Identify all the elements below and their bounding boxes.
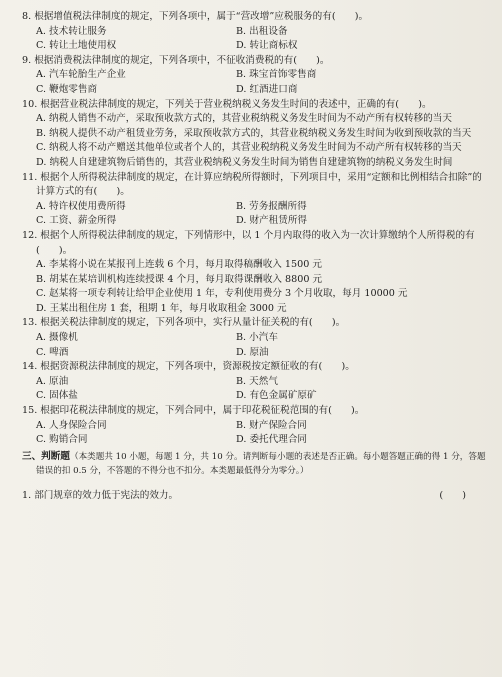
option-a[interactable]: A. 原油 <box>36 375 69 387</box>
question-10 <box>22 98 486 171</box>
option-b[interactable]: B. 小汽车 <box>236 332 278 344</box>
option-b[interactable]: B. 珠宝首饰零售商 <box>236 69 317 81</box>
question-stem: 11. 根据个人所得税法律制度的规定，在计算应纳税所得额时，下列项目中，采用“定额和比例相结合扣除”的计算方式的有( )。 <box>22 171 482 198</box>
option-d[interactable]: D. 原油 <box>236 346 269 358</box>
option-c[interactable]: C. 固体盐 <box>36 390 78 402</box>
option-b[interactable]: B. 天然气 <box>236 375 278 387</box>
judge-question-text: 1. 部门规章的效力低于宪法的效力。 <box>22 489 179 501</box>
question-8 <box>22 10 486 54</box>
option-b[interactable]: B. 劳务报酬所得 <box>236 200 307 212</box>
option-d[interactable]: D. 委托代理合同 <box>236 434 308 446</box>
option-c[interactable]: C. 工资、薪金所得 <box>36 215 117 227</box>
question-12 <box>22 229 486 317</box>
question-stem: 15. 根据印花税法律制度的规定，下列合同中，属于印花税征税范围的有( )。 <box>22 405 365 417</box>
option-b[interactable]: B. 出租设备 <box>236 25 288 37</box>
option-a[interactable]: A. 人身保险合同 <box>36 419 107 431</box>
question-stem: 9. 根据消费税法律制度的规定，下列各项中，不征收消费税的有( )。 <box>22 54 330 66</box>
option-a[interactable]: A. 摄像机 <box>36 332 78 344</box>
option-d[interactable]: D. 王某出租住房 1 套，租期 1 年，每月收取租金 3000 元 <box>36 302 287 314</box>
question-15 <box>22 404 486 448</box>
answer-parentheses[interactable]: ( ) <box>439 489 466 501</box>
option-d[interactable]: D. 有色金属矿原矿 <box>236 390 317 402</box>
option-grid <box>22 68 486 97</box>
option-a[interactable]: A. 汽车轮胎生产企业 <box>36 69 126 81</box>
option-a[interactable]: A. 李某将小说在某报刊上连载 6 个月，每月取得稿酬收入 1500 元 <box>36 259 322 271</box>
question-9 <box>22 54 486 98</box>
option-d[interactable]: D. 红酒进口商 <box>236 83 298 95</box>
question-stem: 13. 根据关税法律制度的规定，下列各项中，实行从量计征关税的有( )。 <box>22 317 346 329</box>
option-grid <box>22 419 486 448</box>
option-d[interactable]: D. 纳税人自建建筑物后销售的，其营业税纳税义务发生时间为销售自建建筑物的纳税义务发生时间 <box>36 156 453 168</box>
option-c[interactable]: C. 纳税人将不动产赠送其他单位或者个人的，其营业税纳税义务发生时间为不动产所有权转移的当天 <box>36 142 462 154</box>
option-d[interactable]: D. 转让商标权 <box>236 40 298 52</box>
question-11 <box>22 171 486 229</box>
option-grid <box>22 25 486 54</box>
section-instructions: （本类题共 10 小题，每题 1 分，共 10 分。请判断每小题的表述是否正确。每小题答题正确的得 1 分，答题错误的扣 0.5 分，不答题的不得分也不扣分。本类题最低得分为零分。） <box>36 451 486 477</box>
question-stem: 12. 根据个人所得税法律制度的规定，下列情形中，以 1 个月内取得的收入为一次计算缴纳个人所得税的有( )。 <box>22 229 475 256</box>
option-d[interactable]: D. 财产租赁所得 <box>236 215 308 227</box>
option-grid <box>22 331 486 360</box>
option-c[interactable]: C. 赵某将一项专利转让给甲企业使用 1 年，专利使用费分 3 个月收取，每月 10000 元 <box>36 288 408 300</box>
section-true-false-header <box>22 450 486 479</box>
option-a[interactable]: A. 纳税人销售不动产，采取预收款方式的，其营业税纳税义务发生时间为不动产所有权转移的当天 <box>36 113 452 125</box>
question-stem: 14. 根据资源税法律制度的规定，下列各项中，资源税按定额征收的有( )。 <box>22 361 355 373</box>
section-title: 三、判断题 <box>22 450 70 462</box>
question-stem: 10. 根据营业税法律制度的规定，下列关于营业税纳税义务发生时间的表述中，正确的有( )。 <box>22 98 432 110</box>
option-b[interactable]: B. 财产保险合同 <box>236 419 307 431</box>
option-a[interactable]: A. 技术转让服务 <box>36 25 107 37</box>
question-14 <box>22 360 486 404</box>
option-c[interactable]: C. 购销合同 <box>36 434 88 446</box>
option-b[interactable]: B. 纳税人提供不动产租赁业劳务，采取预收款方式的，其营业税纳税义务发生时间为收到预收款的当天 <box>36 127 472 139</box>
option-b[interactable]: B. 胡某在某培训机构连续授课 4 个月，每月取得课酬收入 8800 元 <box>36 273 323 285</box>
question-stem: 8. 根据增值税法律制度的规定，下列各项中，属于“营改增”应税服务的有( )。 <box>22 11 369 22</box>
option-c[interactable]: C. 鞭炮零售商 <box>36 83 98 95</box>
option-c[interactable]: C. 转让土地使用权 <box>36 40 117 52</box>
option-a[interactable]: A. 特许权使用费所得 <box>36 200 126 212</box>
option-grid <box>22 375 486 404</box>
option-grid <box>22 200 486 229</box>
judge-question-1 <box>22 489 486 504</box>
option-c[interactable]: C. 啤酒 <box>36 346 69 358</box>
question-13 <box>22 316 486 360</box>
